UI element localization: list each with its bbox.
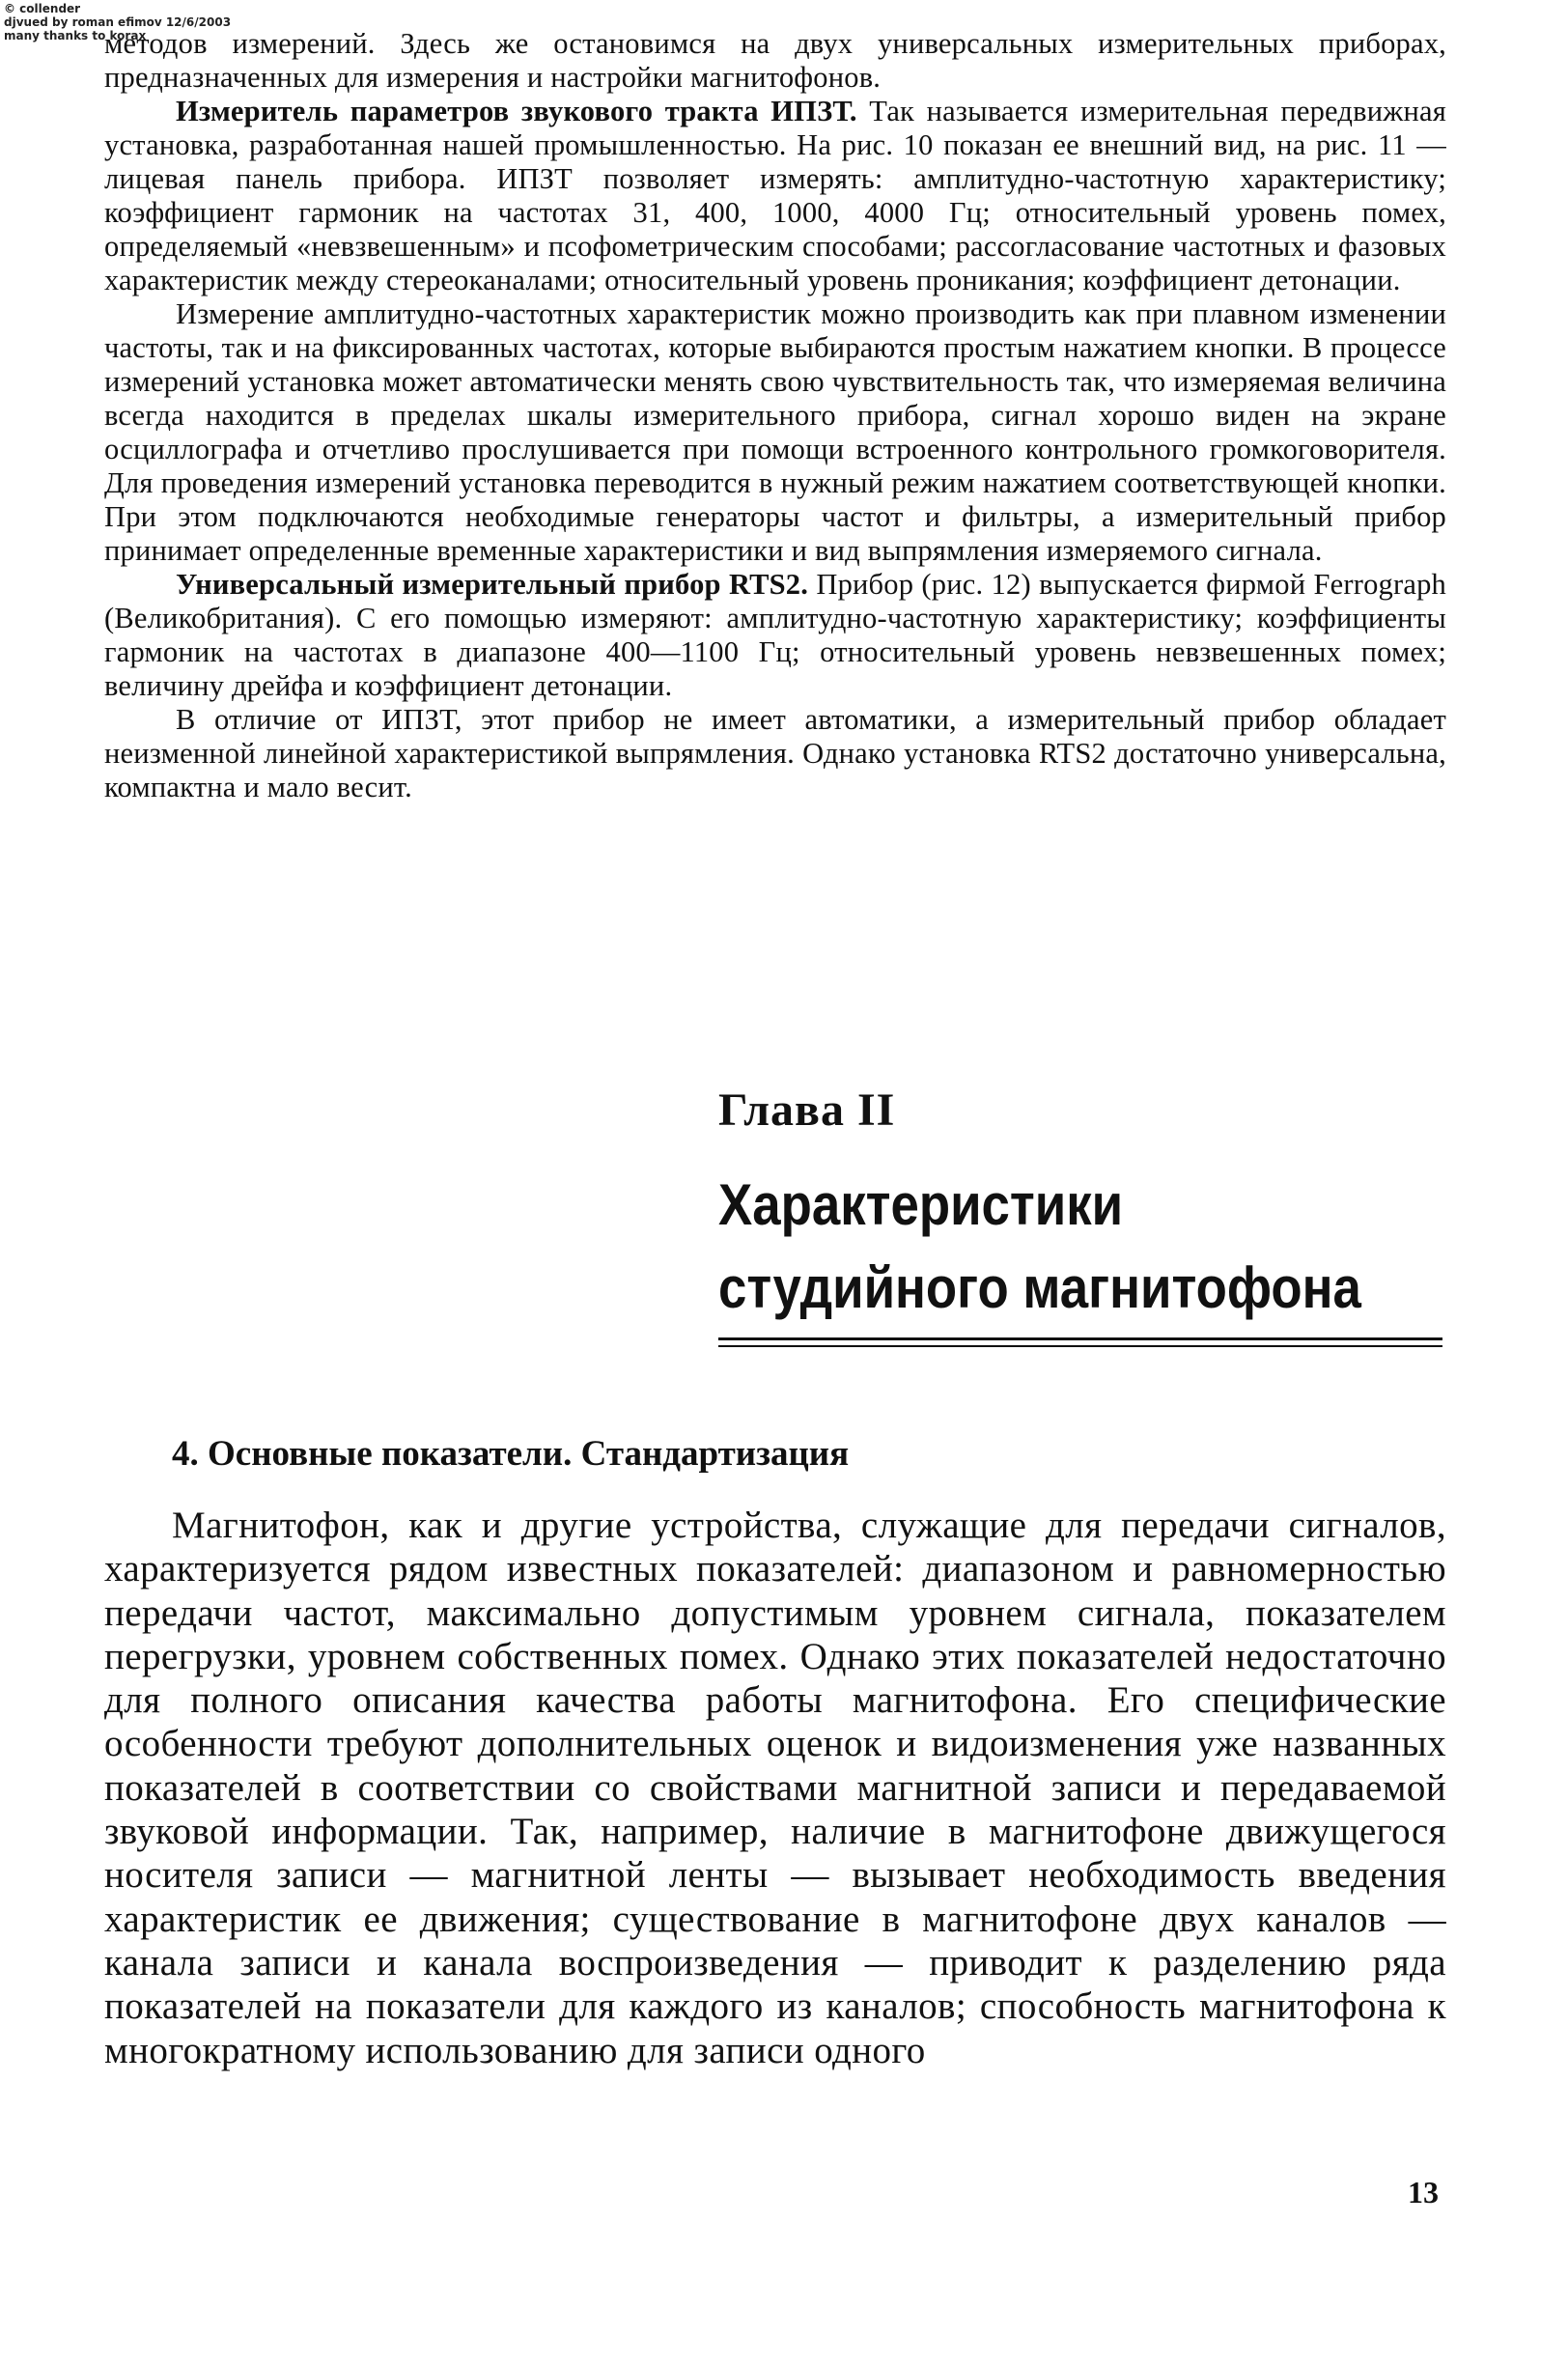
section-body (104, 1504, 1446, 2072)
watermark-line: djvued by roman efimov 12/6/2003 (4, 15, 232, 29)
chapter-divider (718, 1345, 1442, 1347)
paragraph-text: Прибор (рис. 12) выпускается фирмой Ferrograph (Великобритания). С его помощью измеряют: амплитудно-частотную характеристику; коэффициенты гармоник на частотах в диапазоне 400—1100 Гц; относительный уровень невзвешенных помех; величину дрейфа и коэффициент детонации. (104, 568, 1446, 702)
paragraph: Магнитофон, как и другие устройства, служащие для передачи сигналов, характеризуется рядом известных показателей: диапазоном и равномерностью передачи частот, максимально допустимым уровнем сигнала, показателем перегрузки, уровнем собственных помех. Однако этих показателей недостаточно для полного описания качества работы магнитофона. Его специфические особенности требуют дополнительных оценок и видоизменения уже названных показателей в соответствии со свойствами магнитной записи и передаваемой звуковой информации. Так, например, наличие в магнитофоне движущегося носителя записи — магнитной ленты — вызывает необходимость введения характеристик ее движения; существование в магнитофоне двух каналов — канала записи и канала воспроизведения — приводит к разделению ряда показателей на показатели для каждого из каналов; способность магнитофона к многократному использованию для записи одного (104, 1505, 1446, 2071)
paragraph (104, 568, 1446, 703)
chapter-number: Глава II (718, 1084, 896, 1136)
paragraph (104, 95, 1446, 297)
paragraph-lead-bold: Измеритель параметров звукового тракта ИПЗТ. (176, 95, 857, 127)
chapter-title-line: студийного магнитофона (718, 1255, 1361, 1320)
page-number: 13 (1408, 2175, 1439, 2209)
chapter-title-line: Характеристики (718, 1172, 1124, 1237)
watermark-line: many thanks to korax (4, 29, 147, 42)
paragraph-text: Так называется измерительная передвижная установка, разработанная нашей промышленностью. На рис. 10 показан ее внешний вид, на рис. 11 — лицевая панель прибора. ИПЗТ позволяет измерять: амплитудно-частотную характеристику; коэффициент гармоник на частотах 31, 400, 1000, 4000 Гц; относительный уровень помех, определяемый «невзвешенным» и псофометрическим способами; рассогласование частотных и фазовых характеристик между стереоканалами; относительный уровень проникания; коэффициент детонации. (104, 95, 1446, 296)
chapter-heading (718, 1084, 1452, 1330)
chapter-divider (718, 1337, 1442, 1340)
paragraph: В отличие от ИПЗТ, этот прибор не имеет автоматики, а измерительный прибор обладает неизменной линейной характеристикой выпрямления. Однако установка RTS2 достаточно универсальна, компактна и мало весит. (104, 703, 1446, 803)
upper-text-block (104, 27, 1446, 804)
watermark-line: © collender (4, 2, 81, 15)
section-title: 4. Основные показатели. Стандартизация (172, 1434, 850, 1474)
paragraph: методов измерений. Здесь же остановимся на двух универсальных измерительных приборах, предназначенных для измерения и настройки магнитофонов. (104, 27, 1446, 94)
paragraph-lead-bold: Универсальный измерительный прибор RTS2. (176, 568, 809, 601)
paragraph: Измерение амплитудно-частотных характеристик можно производить как при плавном изменении частоты, так и на фиксированных частотах, которые выбираются простым нажатием кнопки. В процессе измерений установка может автоматически менять свою чувствительность так, что измеряемая величина всегда находится в пределах шкалы измерительного прибора, сигнал хорошо виден на экране осциллографа и отчетливо прослушивается при помощи встроенного контрольного громкоговорителя. Для проведения измерений установка переводится в нужный режим нажатием соответствующей кнопки. При этом подключаются необходимые генераторы частот и фильтры, а измерительный прибор принимает определенные временные характеристики и вид выпрямления измеряемого сигнала. (104, 297, 1446, 567)
